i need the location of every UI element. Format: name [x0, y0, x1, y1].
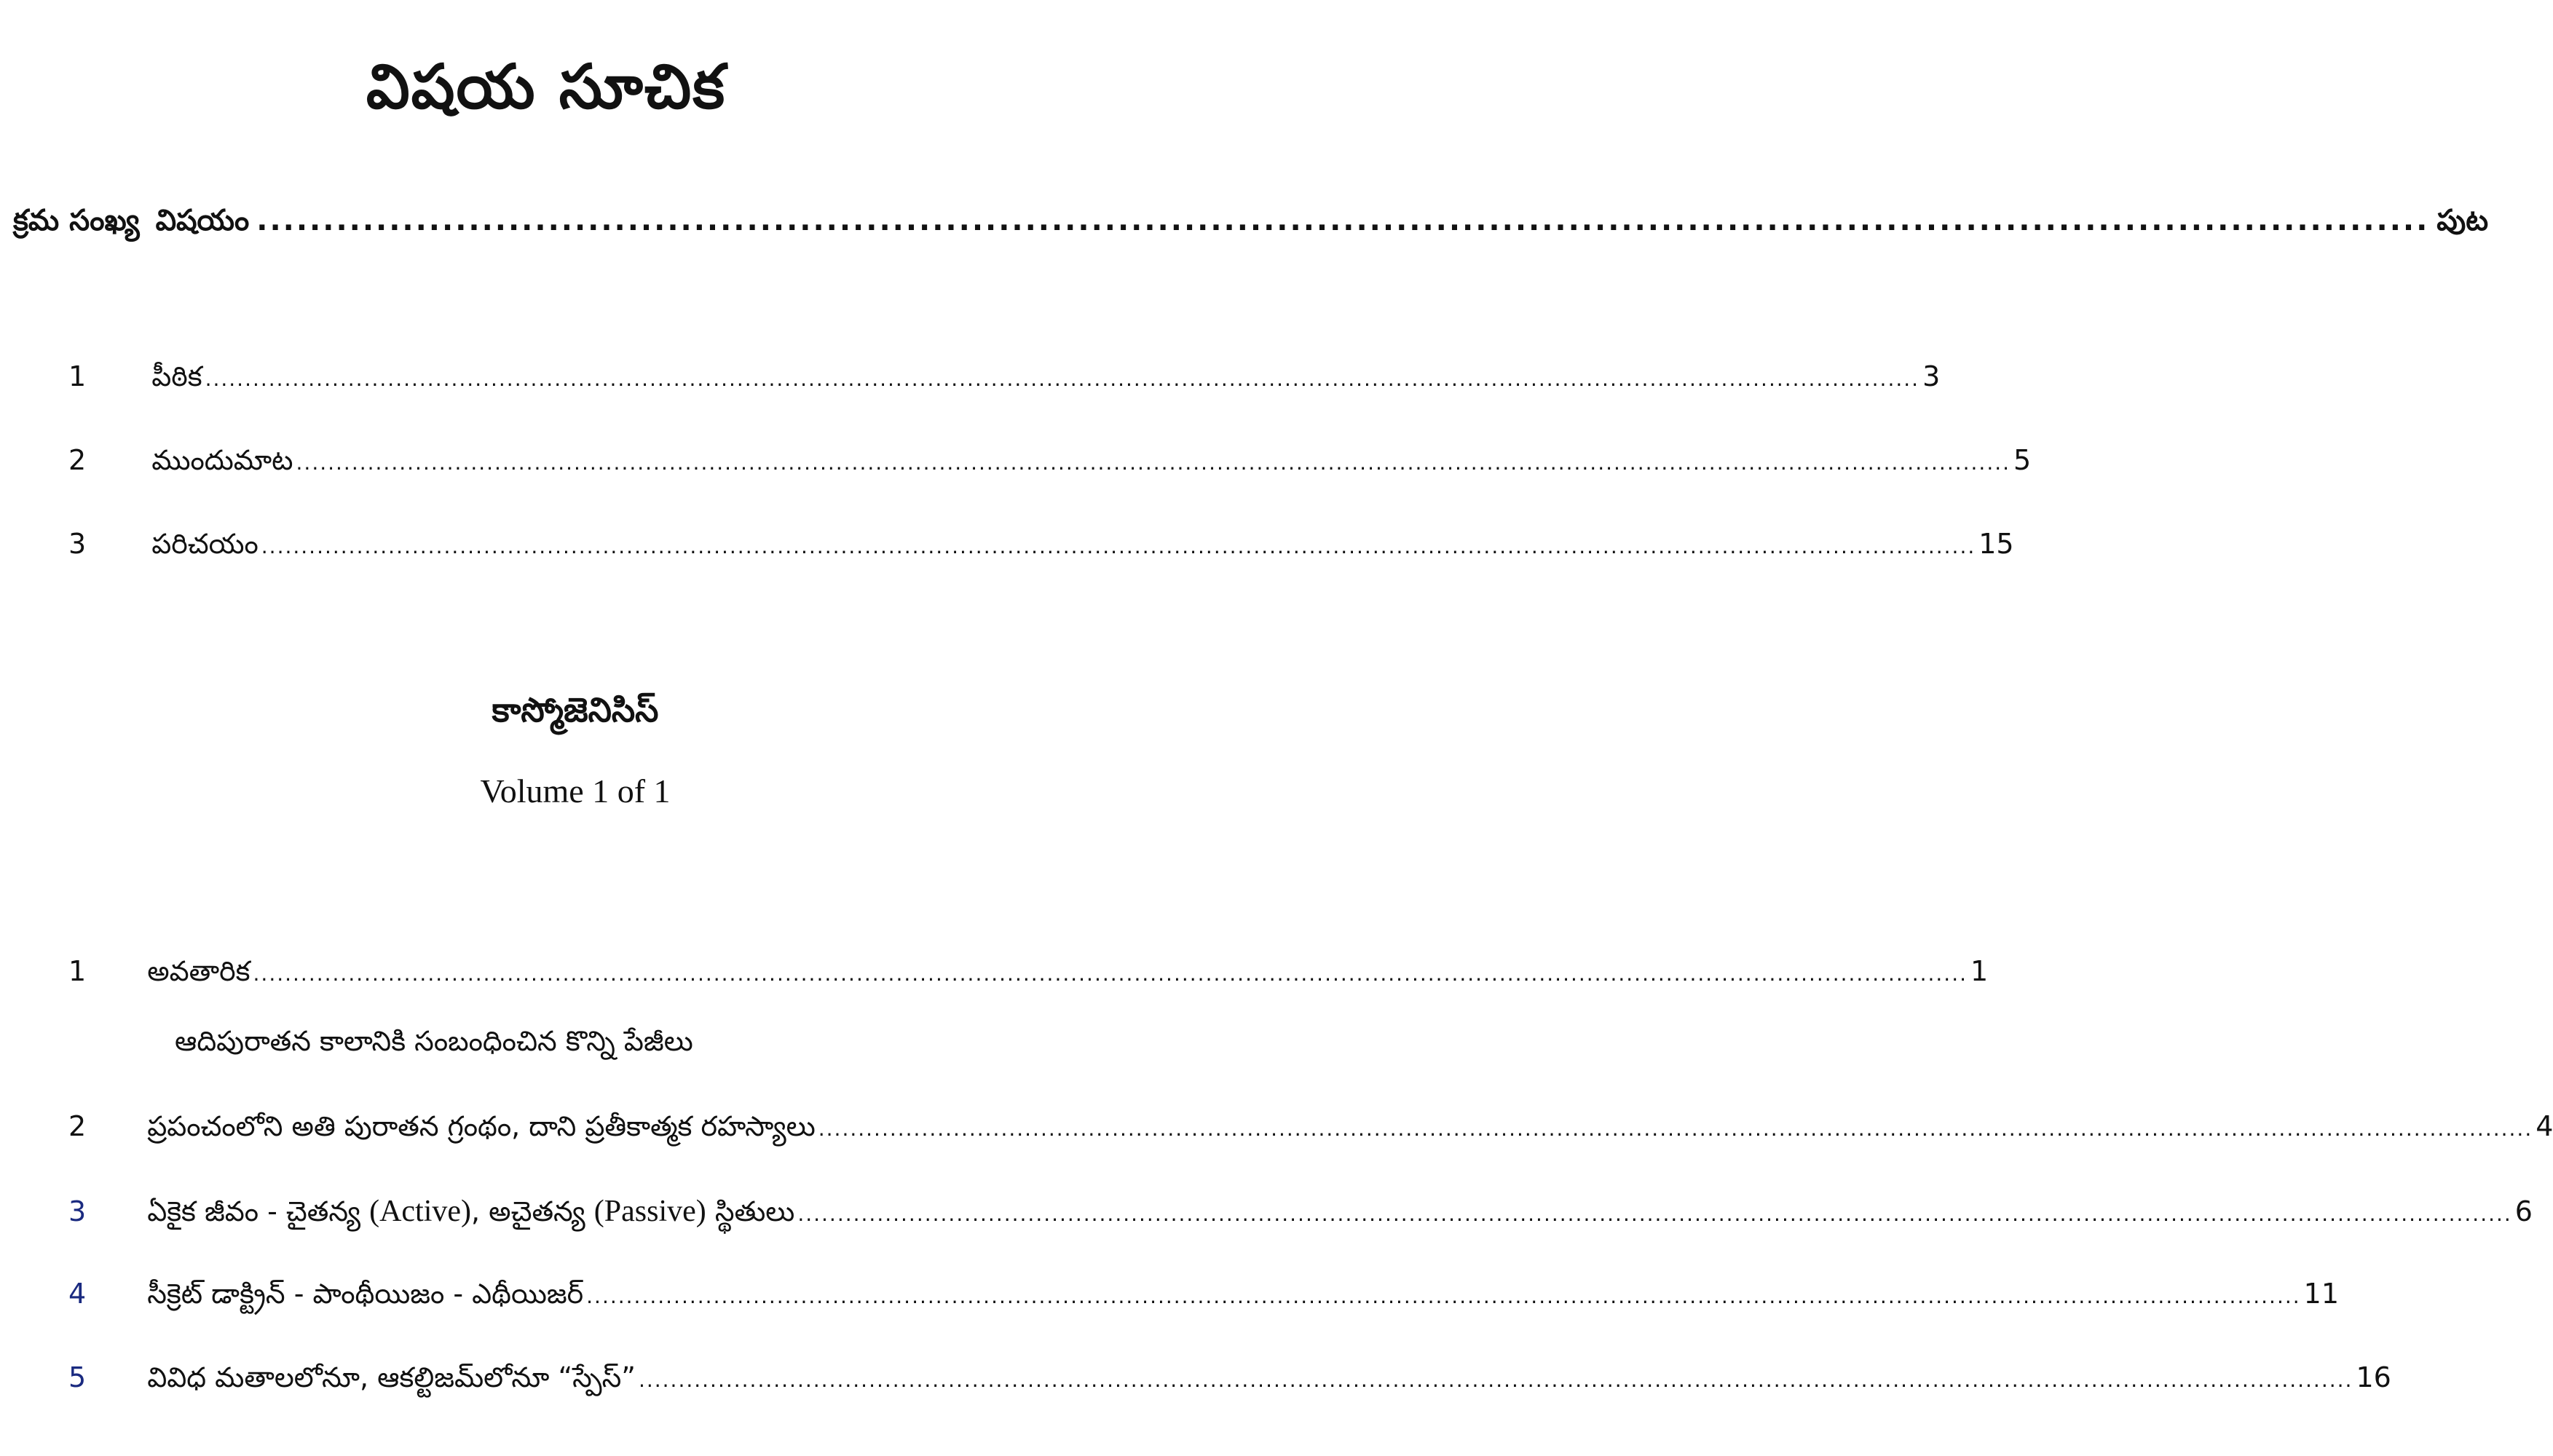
entry-page: 6: [2514, 1195, 2533, 1227]
entry-page: 4: [2536, 1110, 2553, 1142]
entry-title: సీక్రెట్ డాక్ట్రిన్ - పాంథీయిజం - ఎథీయిజర్: [147, 1278, 584, 1310]
entry-page: 1: [1970, 955, 1989, 987]
entry-title: వివిధ మతాలలోనూ, ఆకల్టిజమ్‌లోనూ “స్పేస్”: [147, 1361, 636, 1393]
page-title: విషయ సూచిక: [366, 51, 727, 122]
entry-number: 2: [68, 444, 87, 476]
entry-title-part: ఏకైక జీవం - చైతన్య: [147, 1195, 370, 1227]
toc-entry-main-4[interactable]: [0, 1278, 2339, 1317]
entry-number: 3: [68, 528, 87, 560]
entry-number: 5: [68, 1361, 87, 1393]
toc-entry-intro-3[interactable]: [0, 528, 2014, 567]
entry-page: 11: [2303, 1278, 2339, 1310]
entry-title: ముందుమాట: [151, 444, 293, 476]
volume-label: Volume 1 of 1: [480, 772, 671, 810]
leader-dots: ........................................................................................................................................................................................................................: [205, 367, 1920, 391]
leader-dots: ........................................................................................................................................................................................................................: [818, 1117, 2533, 1141]
entry-number: 4: [68, 1278, 87, 1310]
page-header: పుట: [2436, 204, 2489, 237]
entry-title-english-passive: (Passive): [593, 1195, 706, 1228]
entry-title: ప్రపంచంలోని అతి పురాతన గ్రంథం, దాని ప్రతీకాత్మక రహస్యాలు: [147, 1110, 816, 1142]
leader-dots: ........................................................................................................................................................................................................................: [261, 534, 1976, 558]
entry-page: 5: [2013, 444, 2032, 476]
toc-entry-main-2[interactable]: [0, 1110, 2553, 1150]
leader-dots: ........................................................................................................................................................................................................................: [586, 1284, 2301, 1308]
leader-dots: ........................................................................................................................................................................................................................: [638, 1368, 2353, 1392]
toc-entry-main-1[interactable]: [0, 955, 1989, 994]
toc-entry-main-5[interactable]: [0, 1361, 2391, 1401]
entry-page: 3: [1922, 360, 1941, 392]
entry-title-part: , అచైతన్య: [471, 1195, 594, 1227]
entry-number: 3: [68, 1195, 87, 1227]
leader-dots: ........................................................................................................................................................................................................................: [797, 1202, 2512, 1226]
entry-number: 2: [68, 1110, 87, 1142]
entry-title-part: స్థితులు: [706, 1195, 795, 1227]
sub-note: ఆదిపురాతన కాలానికి సంబంధించిన కొన్ని పేజీలు: [175, 1025, 693, 1057]
entry-page: 16: [2356, 1361, 2391, 1393]
entry-title: [147, 1194, 794, 1235]
entry-title: అవతారిక: [147, 955, 250, 987]
entry-number: 1: [68, 955, 87, 987]
toc-entry-main-3[interactable]: [0, 1194, 2533, 1235]
header-leader-dots: ....................................................................................................................................................................: [256, 204, 2430, 237]
serial-number-header: క్రమ సంఖ్య: [13, 204, 140, 237]
entry-title: పరిచయం: [151, 528, 259, 560]
entry-title-english-active: (Active): [369, 1195, 472, 1228]
subject-header: విషయం: [155, 204, 250, 237]
leader-dots: ........................................................................................................................................................................................................................: [296, 451, 2011, 475]
entry-number: 1: [68, 360, 87, 392]
section-heading: కాస్మోజెనిసిస్: [492, 690, 659, 729]
leader-dots: ........................................................................................................................................................................................................................: [253, 962, 1968, 986]
entry-title: పీఠిక: [151, 360, 202, 392]
toc-header-row: [13, 204, 2489, 245]
toc-entry-intro-2[interactable]: [0, 444, 2032, 483]
entry-page: 15: [1978, 528, 2014, 560]
toc-entry-intro-1[interactable]: [0, 360, 1941, 400]
